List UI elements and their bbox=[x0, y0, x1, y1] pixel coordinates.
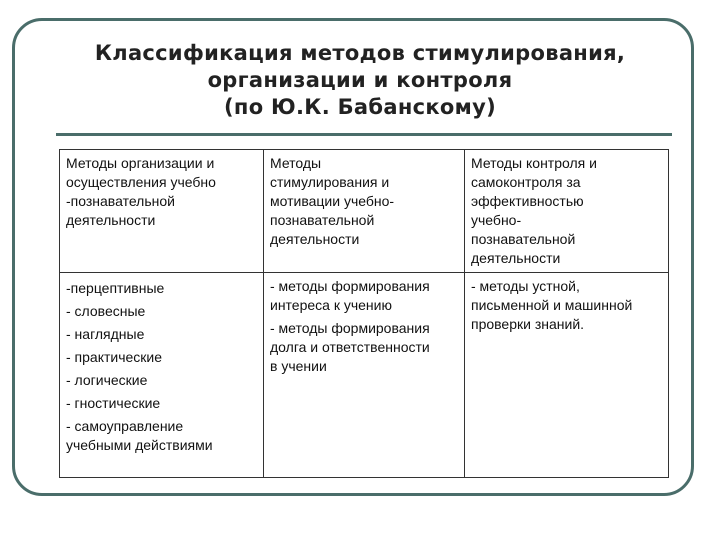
header-line: учебно- bbox=[471, 212, 522, 228]
cell-line: в учении bbox=[270, 358, 327, 374]
cell-line: долга и ответственности bbox=[270, 339, 430, 355]
organization-methods-list bbox=[66, 277, 257, 455]
cell-line: - методы формирования bbox=[270, 278, 430, 294]
header-line: мотивации учебно- bbox=[270, 193, 395, 209]
header-cell-organization bbox=[60, 150, 264, 273]
title-underline bbox=[56, 133, 672, 136]
cell-line: письменной и машинной bbox=[471, 297, 633, 313]
header-line: познавательной bbox=[270, 212, 375, 228]
slide-title bbox=[40, 40, 680, 121]
header-line: познавательной bbox=[471, 231, 576, 247]
list-item: - словесные bbox=[66, 303, 146, 319]
header-line: деятельности bbox=[270, 231, 360, 247]
cell-line: проверки знаний. bbox=[471, 316, 585, 332]
header-line: деятельности bbox=[471, 250, 561, 266]
cell-line: - методы устной, bbox=[471, 278, 580, 294]
list-item: -перцептивные bbox=[66, 280, 165, 296]
methods-table bbox=[59, 149, 669, 478]
cell-line: - методы формирования bbox=[270, 320, 430, 336]
title-line-1: Классификация методов стимулирования, bbox=[94, 41, 626, 65]
list-item: - самоуправление bbox=[66, 418, 184, 434]
control-methods-cell bbox=[465, 273, 669, 478]
header-cell-control bbox=[465, 150, 669, 273]
cell-line: интереса к учению bbox=[270, 297, 392, 313]
list-item: - практические bbox=[66, 349, 163, 365]
organization-methods-cell bbox=[60, 273, 264, 478]
header-line: деятельности bbox=[66, 212, 156, 228]
list-item-continuation: учебными действиями bbox=[66, 437, 213, 453]
header-line: Методы контроля и bbox=[471, 155, 597, 171]
title-line-3: (по Ю.К. Бабанскому) bbox=[223, 95, 497, 119]
header-line: Методы организации и bbox=[66, 155, 215, 171]
list-item: - гностические bbox=[66, 395, 161, 411]
header-line: самоконтроля за bbox=[471, 174, 581, 190]
header-line: стимулирования и bbox=[270, 174, 390, 190]
table-body-row bbox=[60, 273, 669, 478]
list-item: - логические bbox=[66, 372, 148, 388]
header-line: Методы bbox=[270, 155, 322, 171]
stimulation-methods-cell bbox=[264, 273, 465, 478]
list-item: - наглядные bbox=[66, 326, 145, 342]
header-cell-stimulation bbox=[264, 150, 465, 273]
header-line: эффективностью bbox=[471, 193, 584, 209]
header-line: -познавательной bbox=[66, 193, 175, 209]
table-header-row bbox=[60, 150, 669, 273]
header-line: осуществления учебно bbox=[66, 174, 216, 190]
title-line-2: организации и контроля bbox=[207, 68, 513, 92]
